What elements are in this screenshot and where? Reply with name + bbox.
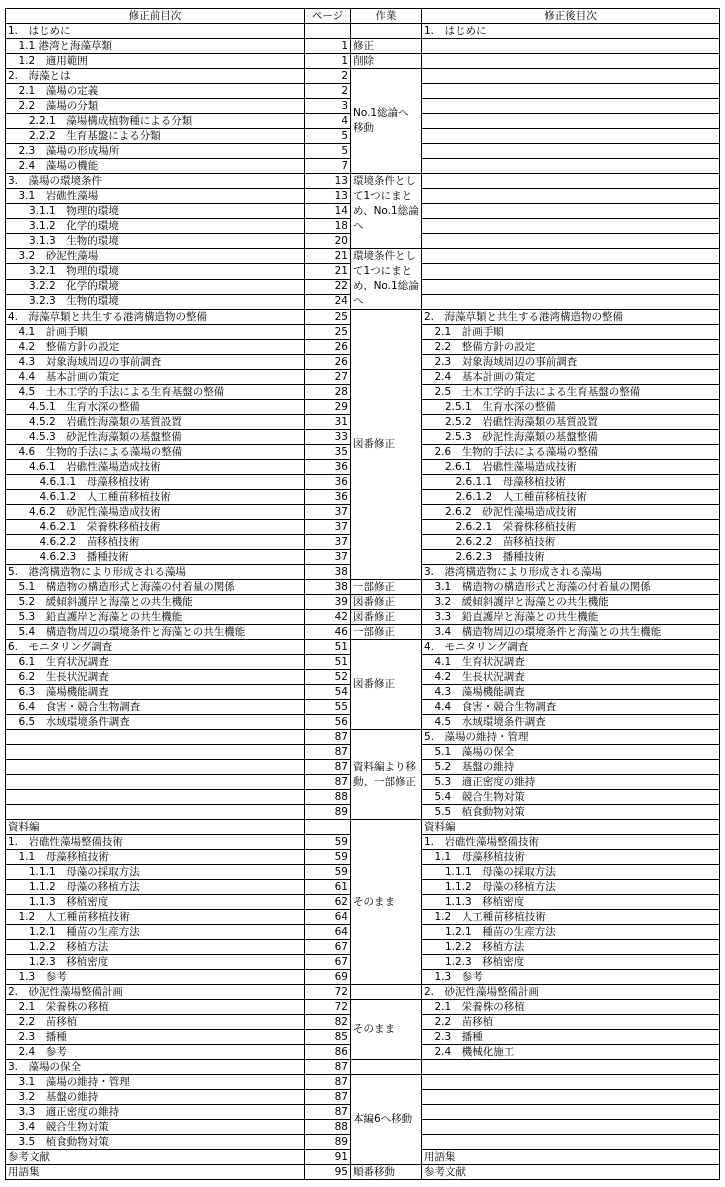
before-entry: 3.1.1 物理的環境 bbox=[6, 204, 305, 219]
after-entry: 2.1 栄養株の移植 bbox=[422, 1000, 720, 1015]
after-entry bbox=[422, 39, 720, 54]
page-number: 21 bbox=[305, 264, 351, 279]
page-number: 89 bbox=[305, 805, 351, 820]
after-entry: 2. 砂泥性藻場整備計画 bbox=[422, 985, 720, 1000]
page-number: 37 bbox=[305, 520, 351, 535]
table-row bbox=[6, 249, 720, 264]
before-entry: 3.2 砂泥性藻場 bbox=[6, 249, 305, 264]
action-note: 本編6へ移動 bbox=[351, 1075, 422, 1165]
before-entry: 5.4 構造物周辺の環境条件と海藻との共生機能 bbox=[6, 625, 305, 640]
table-row bbox=[6, 595, 720, 610]
table-row bbox=[6, 1165, 720, 1180]
page-number: 37 bbox=[305, 550, 351, 565]
before-entry: 1. はじめに bbox=[6, 24, 305, 39]
after-entry: 2.2 苗移植 bbox=[422, 1015, 720, 1030]
before-entry: 3.3 適正密度の維持 bbox=[6, 1105, 305, 1120]
page-number: 87 bbox=[305, 1075, 351, 1090]
after-entry bbox=[422, 264, 720, 279]
before-entry: 1.2.3 移植密度 bbox=[6, 955, 305, 970]
header-after: 修正後目次 bbox=[422, 9, 720, 24]
page-number: 46 bbox=[305, 625, 351, 640]
after-entry bbox=[422, 144, 720, 159]
after-entry: 1. 岩礁性藻場整備技術 bbox=[422, 835, 720, 850]
table-row bbox=[6, 39, 720, 54]
page-number: 87 bbox=[305, 775, 351, 790]
before-entry: 4.1 計画手順 bbox=[6, 325, 305, 340]
action-note: 環境条件として1つにまとめ、No.1総論へ bbox=[351, 174, 422, 249]
page-number: 87 bbox=[305, 1060, 351, 1075]
after-entry: 1.1.1 母藻の採取方法 bbox=[422, 865, 720, 880]
after-entry: 4.3 藻場機能調査 bbox=[422, 685, 720, 700]
before-entry: 資料編 bbox=[6, 820, 305, 835]
page-number: 25 bbox=[305, 310, 351, 325]
before-entry: 4.6.2.2 苗移植技術 bbox=[6, 535, 305, 550]
action-note bbox=[351, 1060, 422, 1075]
before-entry bbox=[6, 730, 305, 745]
before-entry: 2.3 播種 bbox=[6, 1030, 305, 1045]
table-row bbox=[6, 580, 720, 595]
before-entry: 3.1 岩礁性藻場 bbox=[6, 189, 305, 204]
after-entry: 2.5 土木工学的手法による生育基盤の整備 bbox=[422, 385, 720, 400]
action-note: 削除 bbox=[351, 54, 422, 69]
after-entry: 2.6.2.1 栄養株移植技術 bbox=[422, 520, 720, 535]
before-entry: 4.6.2 砂泥性藻場造成技術 bbox=[6, 505, 305, 520]
before-entry: 5.2 緩傾斜護岸と海藻との共生機能 bbox=[6, 595, 305, 610]
action-note: 図番修正 bbox=[351, 595, 422, 610]
table-row bbox=[6, 69, 720, 84]
after-entry: 5. 藻場の維持・管理 bbox=[422, 730, 720, 745]
page-number: 38 bbox=[305, 580, 351, 595]
page-number: 26 bbox=[305, 340, 351, 355]
table-row bbox=[6, 1075, 720, 1090]
after-entry: 2.3 播種 bbox=[422, 1030, 720, 1045]
after-entry: 4.1 生育状況調査 bbox=[422, 655, 720, 670]
after-entry: 2.2 整備方針の設定 bbox=[422, 340, 720, 355]
after-entry: 5.5 植食動物対策 bbox=[422, 805, 720, 820]
after-entry: 2.6.2.2 苗移植技術 bbox=[422, 535, 720, 550]
after-entry: 5.2 基盤の維持 bbox=[422, 760, 720, 775]
action-note: 資料編より移動、一部修正 bbox=[351, 730, 422, 820]
before-entry: 3.2.2 化学的環境 bbox=[6, 279, 305, 294]
after-entry: 1.3 参考 bbox=[422, 970, 720, 985]
page-number: 18 bbox=[305, 219, 351, 234]
before-entry: 4.4 基本計画の策定 bbox=[6, 370, 305, 385]
after-entry bbox=[422, 189, 720, 204]
page-number: 72 bbox=[305, 985, 351, 1000]
header-row bbox=[6, 9, 720, 24]
page-number: 5 bbox=[305, 129, 351, 144]
page-number: 87 bbox=[305, 730, 351, 745]
page-number: 14 bbox=[305, 204, 351, 219]
page-number: 62 bbox=[305, 895, 351, 910]
before-entry: 6.1 生育状況調査 bbox=[6, 655, 305, 670]
page-number: 29 bbox=[305, 400, 351, 415]
after-entry bbox=[422, 204, 720, 219]
action-note bbox=[351, 24, 422, 39]
after-entry bbox=[422, 1075, 720, 1090]
after-entry bbox=[422, 249, 720, 264]
table-row bbox=[6, 610, 720, 625]
before-entry: 6.2 生長状況調査 bbox=[6, 670, 305, 685]
after-entry: 2.5.3 砂泥性海藻類の基盤整備 bbox=[422, 430, 720, 445]
action-note: No.1総論へ移動 bbox=[351, 69, 422, 174]
after-entry: 4.2 生長状況調査 bbox=[422, 670, 720, 685]
header-before: 修正前目次 bbox=[6, 9, 305, 24]
before-entry: 1.2 適用範囲 bbox=[6, 54, 305, 69]
after-entry: 1.2 人工種苗移植技術 bbox=[422, 910, 720, 925]
after-entry: 1.2.2 移植方法 bbox=[422, 940, 720, 955]
after-entry: 1.1 母藻移植技術 bbox=[422, 850, 720, 865]
before-entry: 2.2 藻場の分類 bbox=[6, 99, 305, 114]
before-entry: 3.1.3 生物的環境 bbox=[6, 234, 305, 249]
before-entry: 2.3 藻場の形成場所 bbox=[6, 144, 305, 159]
page-number: 88 bbox=[305, 790, 351, 805]
page-number: 3 bbox=[305, 99, 351, 114]
page-number: 28 bbox=[305, 385, 351, 400]
table-row bbox=[6, 625, 720, 640]
action-note: 図番修正 bbox=[351, 640, 422, 730]
after-entry: 1.2.1 種苗の生産方法 bbox=[422, 925, 720, 940]
page-number: 27 bbox=[305, 370, 351, 385]
before-entry bbox=[6, 745, 305, 760]
before-entry: 4.6.1.1 母藻移植技術 bbox=[6, 475, 305, 490]
page-number: 85 bbox=[305, 1030, 351, 1045]
page-number: 56 bbox=[305, 715, 351, 730]
page-number: 51 bbox=[305, 640, 351, 655]
before-entry: 用語集 bbox=[6, 1165, 305, 1180]
table-row bbox=[6, 54, 720, 69]
before-entry: 4.5.1 生育水深の整備 bbox=[6, 400, 305, 415]
before-entry: 2.1 栄養株の移植 bbox=[6, 1000, 305, 1015]
after-entry bbox=[422, 1120, 720, 1135]
page-number: 25 bbox=[305, 325, 351, 340]
after-entry: 2.6 生物的手法による藻場の整備 bbox=[422, 445, 720, 460]
before-entry: 1.2.1 種苗の生産方法 bbox=[6, 925, 305, 940]
table-row bbox=[6, 24, 720, 39]
page-number: 64 bbox=[305, 925, 351, 940]
after-entry: 2.1 計画手順 bbox=[422, 325, 720, 340]
before-entry: 2.1 藻場の定義 bbox=[6, 84, 305, 99]
page-number: 87 bbox=[305, 1105, 351, 1120]
action-note: そのまま bbox=[351, 820, 422, 985]
after-entry bbox=[422, 234, 720, 249]
before-entry: 3.2 基盤の維持 bbox=[6, 1090, 305, 1105]
action-note: 環境条件として1つにまとめ、No.1総論へ bbox=[351, 249, 422, 310]
table-row bbox=[6, 1060, 720, 1075]
before-entry: 4.2 整備方針の設定 bbox=[6, 340, 305, 355]
after-entry: 3.2 緩傾斜護岸と海藻との共生機能 bbox=[422, 595, 720, 610]
page-number: 87 bbox=[305, 760, 351, 775]
before-entry bbox=[6, 790, 305, 805]
page-number: 95 bbox=[305, 1165, 351, 1180]
before-entry: 1.2.2 移植方法 bbox=[6, 940, 305, 955]
before-entry: 4.6 生物的手法による藻場の整備 bbox=[6, 445, 305, 460]
toc-comparison-table bbox=[5, 8, 720, 1180]
before-entry: 2.4 藻場の機能 bbox=[6, 159, 305, 174]
page-number: 37 bbox=[305, 505, 351, 520]
before-entry: 4.6.1 岩礁性藻場造成技術 bbox=[6, 460, 305, 475]
page-number: 42 bbox=[305, 610, 351, 625]
header-action: 作業 bbox=[351, 9, 422, 24]
after-entry: 2.6.1.2 人工種苗移植技術 bbox=[422, 490, 720, 505]
page-number: 1 bbox=[305, 39, 351, 54]
page-number: 87 bbox=[305, 1090, 351, 1105]
before-entry: 1.2 人工種苗移植技術 bbox=[6, 910, 305, 925]
after-entry bbox=[422, 1105, 720, 1120]
after-entry: 2.3 対象海域周辺の事前調査 bbox=[422, 355, 720, 370]
after-entry: 4. モニタリング調査 bbox=[422, 640, 720, 655]
page-number: 36 bbox=[305, 490, 351, 505]
after-entry bbox=[422, 1060, 720, 1075]
page-number: 61 bbox=[305, 880, 351, 895]
before-entry: 5. 港湾構造物により形成される藻場 bbox=[6, 565, 305, 580]
after-entry: 3.3 鉛直護岸と海藻との共生機能 bbox=[422, 610, 720, 625]
page-number: 4 bbox=[305, 114, 351, 129]
before-entry: 3.2.1 物理的環境 bbox=[6, 264, 305, 279]
page-number: 36 bbox=[305, 475, 351, 490]
after-entry: 2.5.2 岩礁性海藻類の基質設置 bbox=[422, 415, 720, 430]
page-number: 20 bbox=[305, 234, 351, 249]
before-entry: 2.2.1 藻場構成植物種による分類 bbox=[6, 114, 305, 129]
page-number: 36 bbox=[305, 460, 351, 475]
table-row bbox=[6, 174, 720, 189]
page-number: 2 bbox=[305, 84, 351, 99]
before-entry: 2.4 参考 bbox=[6, 1045, 305, 1060]
page-number: 54 bbox=[305, 685, 351, 700]
page-number: 13 bbox=[305, 189, 351, 204]
after-entry bbox=[422, 69, 720, 84]
before-entry: 2.2 苗移植 bbox=[6, 1015, 305, 1030]
before-entry: 1.1.2 母藻の移植方法 bbox=[6, 880, 305, 895]
after-entry bbox=[422, 294, 720, 309]
before-entry: 3.1 藻場の維持・管理 bbox=[6, 1075, 305, 1090]
table-row bbox=[6, 820, 720, 835]
toc-comparison bbox=[5, 8, 720, 1180]
after-entry: 2.5.1 生育水深の整備 bbox=[422, 400, 720, 415]
after-entry: 5.4 競合生物対策 bbox=[422, 790, 720, 805]
page-number: 59 bbox=[305, 865, 351, 880]
before-entry: 4.3 対象海域周辺の事前調査 bbox=[6, 355, 305, 370]
before-entry: 6.4 食害・競合生物調査 bbox=[6, 700, 305, 715]
before-entry bbox=[6, 775, 305, 790]
page-number: 55 bbox=[305, 700, 351, 715]
before-entry: 1.1.3 移植密度 bbox=[6, 895, 305, 910]
page-number bbox=[305, 820, 351, 835]
table-row bbox=[6, 985, 720, 1000]
after-entry: 1.1.2 母藻の移植方法 bbox=[422, 880, 720, 895]
after-entry: 5.1 藻場の保全 bbox=[422, 745, 720, 760]
after-entry bbox=[422, 114, 720, 129]
page-number: 86 bbox=[305, 1045, 351, 1060]
header-page: ページ bbox=[305, 9, 351, 24]
before-entry: 4.5 土木工学的手法による生育基盤の整備 bbox=[6, 385, 305, 400]
page-number: 5 bbox=[305, 144, 351, 159]
page-number: 13 bbox=[305, 174, 351, 189]
page-number: 1 bbox=[305, 54, 351, 69]
page-number: 69 bbox=[305, 970, 351, 985]
page-number: 24 bbox=[305, 294, 351, 309]
before-entry bbox=[6, 805, 305, 820]
after-entry: 4.5 水域環境条件調査 bbox=[422, 715, 720, 730]
before-entry: 参考文献 bbox=[6, 1150, 305, 1165]
before-entry: 3.2.3 生物的環境 bbox=[6, 294, 305, 309]
after-entry: 4.4 食害・競合生物調査 bbox=[422, 700, 720, 715]
before-entry: 4.5.3 砂泥性海藻類の基盤整備 bbox=[6, 430, 305, 445]
before-entry: 2. 海藻とは bbox=[6, 69, 305, 84]
before-entry: 1. 岩礁性藻場整備技術 bbox=[6, 835, 305, 850]
table-row bbox=[6, 730, 720, 745]
before-entry: 1.3 参考 bbox=[6, 970, 305, 985]
before-entry: 2.2.2 生育基盤による分類 bbox=[6, 129, 305, 144]
before-entry bbox=[6, 760, 305, 775]
action-note: 一部修正 bbox=[351, 580, 422, 595]
before-entry: 1.1.1 母藻の採取方法 bbox=[6, 865, 305, 880]
after-entry: 資料編 bbox=[422, 820, 720, 835]
page-number: 67 bbox=[305, 940, 351, 955]
before-entry: 6.5 水域環境条件調査 bbox=[6, 715, 305, 730]
page-number: 35 bbox=[305, 445, 351, 460]
page-number: 64 bbox=[305, 910, 351, 925]
before-entry: 3.5 植食動物対策 bbox=[6, 1135, 305, 1150]
table-row bbox=[6, 1000, 720, 1015]
before-entry: 1.1 港湾と海藻草類 bbox=[6, 39, 305, 54]
page-number: 31 bbox=[305, 415, 351, 430]
action-note: 一部修正 bbox=[351, 625, 422, 640]
after-entry bbox=[422, 99, 720, 114]
before-entry: 5.1 構造物の構造形式と海藻の付着量の関係 bbox=[6, 580, 305, 595]
page-number: 72 bbox=[305, 1000, 351, 1015]
page-number bbox=[305, 24, 351, 39]
page-number: 52 bbox=[305, 670, 351, 685]
after-entry: 3.1 構造物の構造形式と海藻の付着量の関係 bbox=[422, 580, 720, 595]
page-number: 39 bbox=[305, 595, 351, 610]
after-entry bbox=[422, 174, 720, 189]
page-number: 37 bbox=[305, 535, 351, 550]
before-entry: 2. 砂泥性藻場整備計画 bbox=[6, 985, 305, 1000]
action-note: 修正 bbox=[351, 39, 422, 54]
after-entry: 3.4 構造物周辺の環境条件と海藻との共生機能 bbox=[422, 625, 720, 640]
page-number: 59 bbox=[305, 850, 351, 865]
after-entry bbox=[422, 219, 720, 234]
before-entry: 3. 藻場の保全 bbox=[6, 1060, 305, 1075]
before-entry: 4.5.2 岩礁性海藻類の基質設置 bbox=[6, 415, 305, 430]
page-number: 59 bbox=[305, 835, 351, 850]
after-entry: 2. 海藻草類と共生する港湾構造物の整備 bbox=[422, 310, 720, 325]
after-entry: 参考文献 bbox=[422, 1165, 720, 1180]
action-note: 図番修正 bbox=[351, 310, 422, 580]
page-number: 7 bbox=[305, 159, 351, 174]
after-entry bbox=[422, 1090, 720, 1105]
after-entry: 1. はじめに bbox=[422, 24, 720, 39]
after-entry bbox=[422, 54, 720, 69]
page-number: 91 bbox=[305, 1150, 351, 1165]
after-entry bbox=[422, 159, 720, 174]
before-entry: 5.3 鉛直護岸と海藻との共生機能 bbox=[6, 610, 305, 625]
table-row bbox=[6, 640, 720, 655]
after-entry: 3. 港湾構造物により形成される藻場 bbox=[422, 565, 720, 580]
page-number: 22 bbox=[305, 279, 351, 294]
after-entry: 2.6.1 岩礁性藻場造成技術 bbox=[422, 460, 720, 475]
after-entry: 1.1.3 移植密度 bbox=[422, 895, 720, 910]
after-entry: 2.4 基本計画の策定 bbox=[422, 370, 720, 385]
before-entry: 6. モニタリング調査 bbox=[6, 640, 305, 655]
after-entry bbox=[422, 84, 720, 99]
action-note: 順番移動 bbox=[351, 1165, 422, 1180]
action-note: 図番修正 bbox=[351, 610, 422, 625]
after-entry: 2.4 機械化施工 bbox=[422, 1045, 720, 1060]
after-entry bbox=[422, 1135, 720, 1150]
before-entry: 6.3 藻場機能調査 bbox=[6, 685, 305, 700]
before-entry: 4.6.2.1 栄養株移植技術 bbox=[6, 520, 305, 535]
page-number: 38 bbox=[305, 565, 351, 580]
before-entry: 1.1 母藻移植技術 bbox=[6, 850, 305, 865]
page-number: 21 bbox=[305, 249, 351, 264]
after-entry bbox=[422, 129, 720, 144]
table-row bbox=[6, 310, 720, 325]
after-entry: 2.6.1.1 母藻移植技術 bbox=[422, 475, 720, 490]
page-number: 51 bbox=[305, 655, 351, 670]
after-entry: 2.6.2.3 播種技術 bbox=[422, 550, 720, 565]
page-number: 26 bbox=[305, 355, 351, 370]
after-entry: 用語集 bbox=[422, 1150, 720, 1165]
before-entry: 3. 藻場の環境条件 bbox=[6, 174, 305, 189]
page-number: 67 bbox=[305, 955, 351, 970]
action-note: そのまま bbox=[351, 1000, 422, 1060]
page-number: 89 bbox=[305, 1135, 351, 1150]
page-number: 88 bbox=[305, 1120, 351, 1135]
before-entry: 4. 海藻草類と共生する港湾構造物の整備 bbox=[6, 310, 305, 325]
action-note bbox=[351, 985, 422, 1000]
after-entry: 1.2.3 移植密度 bbox=[422, 955, 720, 970]
before-entry: 4.6.2.3 播種技術 bbox=[6, 550, 305, 565]
before-entry: 3.1.2 化学的環境 bbox=[6, 219, 305, 234]
before-entry: 3.4 競合生物対策 bbox=[6, 1120, 305, 1135]
after-entry: 2.6.2 砂泥性藻場造成技術 bbox=[422, 505, 720, 520]
page-number: 87 bbox=[305, 745, 351, 760]
after-entry bbox=[422, 279, 720, 294]
page-number: 2 bbox=[305, 69, 351, 84]
page-number: 82 bbox=[305, 1015, 351, 1030]
page-number: 33 bbox=[305, 430, 351, 445]
after-entry: 5.3 適正密度の維持 bbox=[422, 775, 720, 790]
before-entry: 4.6.1.2 人工種苗移植技術 bbox=[6, 490, 305, 505]
